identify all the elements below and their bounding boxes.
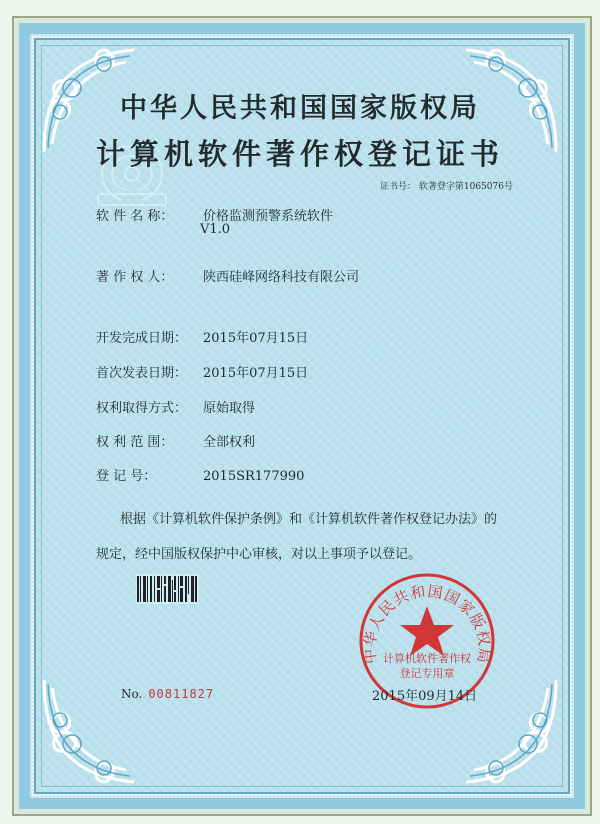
serial-value: 00811827 [148, 687, 215, 701]
field-value: 全部权利 [203, 435, 256, 450]
certificate-title: 计算机软件著作权登记证书 [95, 137, 504, 171]
field-value: 2015SR177990 [203, 469, 305, 484]
field-label: 登 记 号： [96, 469, 157, 484]
statement-line-1: 根据《计算机软件保护条例》和《计算机软件著作权登记办法》的 [120, 512, 498, 527]
field-value: 原始取得 [203, 401, 256, 416]
field-label: 权 利 范 围： [96, 435, 174, 450]
serial-number [121, 687, 214, 701]
field-value: 价格监测预警系统软件 [203, 209, 334, 224]
field-label: 开发完成日期： [96, 331, 188, 346]
seal-ring-label: 中华人民共和国国家版权局 [360, 582, 494, 665]
issuer-title: 中华人民共和国国家版权局 [120, 93, 480, 124]
field-value: 2015年07月15日 [203, 331, 309, 346]
serial-prefix: No. [121, 687, 143, 701]
field-label: 首次发表日期： [96, 366, 188, 381]
field-value: 陕西硅峰网络科技有限公司 [203, 270, 360, 285]
field-rights-scope [96, 431, 255, 450]
field-completion-date [96, 327, 308, 346]
field-value: 2015年07月15日 [203, 366, 309, 381]
seal-text-line-2: 登记专用章 [399, 667, 455, 680]
software-version: V1.0 [200, 222, 231, 237]
field-registration-number [96, 465, 304, 484]
field-label: 著 作 权 人： [96, 270, 174, 285]
field-label: 软 件 名 称： [96, 209, 174, 224]
field-copyright-owner [96, 266, 359, 285]
field-acquisition-method [96, 397, 255, 416]
issue-date: 2015年09月14日 [372, 689, 478, 704]
field-publication-date [96, 362, 308, 381]
barcode-icon [136, 574, 199, 604]
svg-text:中华人民共和国国家版权局 [361, 582, 494, 665]
field-label: 权利取得方式： [96, 401, 188, 416]
statement-line-2: 规定，经中国版权保护中心审核，对以上事项予以登记。 [96, 547, 422, 562]
seal-text-line-1: 计算机软件著作权 [383, 652, 471, 665]
certificate-number: 证书号： 软著登字第1065076号 [380, 182, 513, 192]
